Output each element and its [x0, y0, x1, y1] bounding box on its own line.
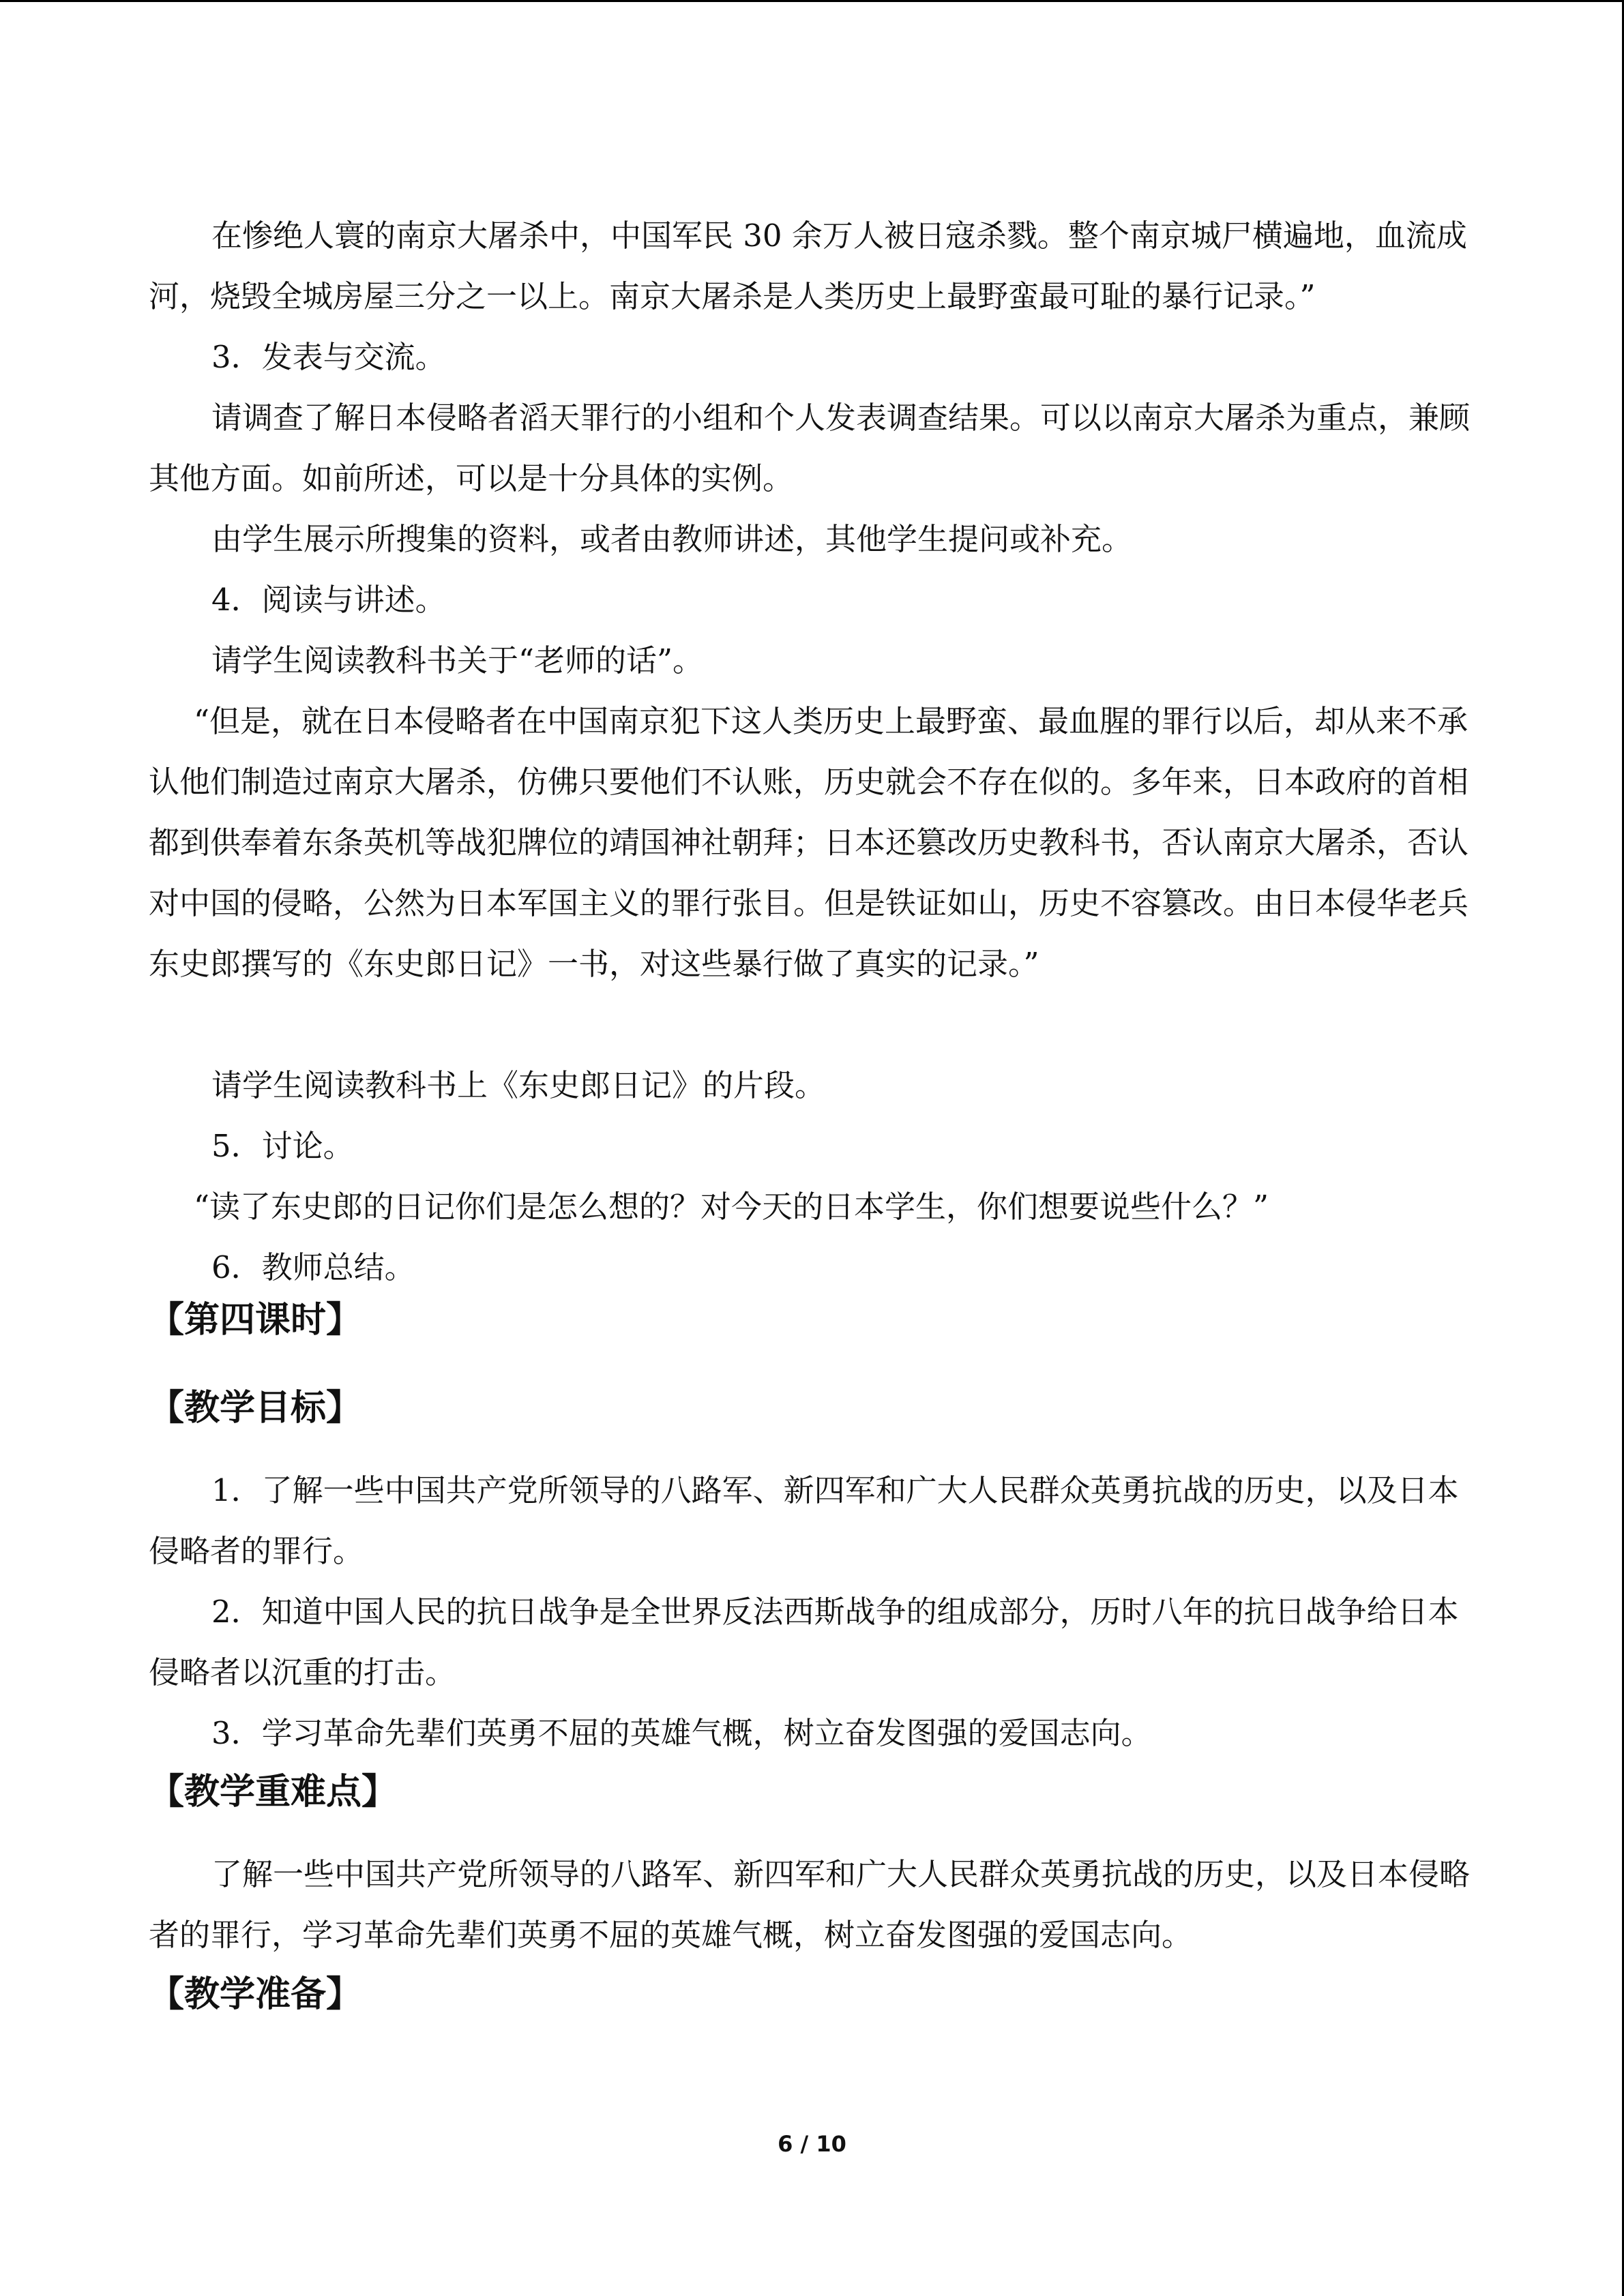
paragraph-nanjing-massacre: 在惨绝人寰的南京大屠杀中，中国军民 30 余万人被日寇杀戮。整个南京城尸横遍地，血流成河，烧毁全城房屋三分之一以上。南京大屠杀是人类历史上最野蛮最可耻的暴行记录。”	[149, 218, 1467, 314]
heading-key-points: 【教学重难点】	[149, 1772, 398, 1813]
key-points-text: 了解一些中国共产党所领导的八路军、新四军和广大人民群众英勇抗战的历史，以及日本侵略者的罪行，学习革命先辈们英勇不屈的英雄气概，树立奋发图强的爱国志向。	[149, 1856, 1471, 1953]
quote-discussion-question: “读了东史郎的日记你们是怎么想的？对今天的日本学生，你们想要说些什么？”	[194, 1189, 1269, 1225]
paragraph-student-display: 由学生展示所搜集的资料，或者由教师讲述，其他学生提问或补充。	[211, 521, 1133, 557]
goal-1: 1．了解一些中国共产党所领导的八路军、新四军和广大人民群众英勇抗战的历史，以及日本侵略者的罪行。	[149, 1472, 1459, 1569]
paragraph-read-teacher-words: 请学生阅读教科书关于“老师的话”。	[211, 642, 704, 679]
quote-teacher-words: “但是，就在日本侵略者在中国南京犯下这人类历史上最野蛮、最血腥的罪行以后，却从来不承认他们制造过南京大屠杀，仿佛只要他们不认账，历史就会不存在似的。多年来，日本政府的首相都到供奉着东条英机等战犯牌位的靖国神社朝拜；日本还篡改历史教科书，否认南京大屠杀，否认对中国的侵略，公然为日本军国主义的罪行张目。但是铁证如山，历史不容篡改。由日本侵华老兵东史郎撰写的《东史郎日记》一书，对这些暴行做了真实的记录。”	[149, 703, 1469, 982]
heading-lesson-4: 【第四课时】	[149, 1300, 362, 1341]
paragraph-report-results: 请调查了解日本侵略者滔天罪行的小组和个人发表调查结果。可以以南京大屠杀为重点，兼顾其他方面。如前所述，可以是十分具体的实例。	[149, 400, 1471, 496]
page-border-top	[0, 0, 1624, 2]
goal-2: 2．知道中国人民的抗日战争是全世界反法西斯战争的组成部分，历时八年的抗日战争给日本侵略者以沉重的打击。	[149, 1594, 1459, 1690]
step-6-heading: 6．教师总结。	[211, 1249, 415, 1285]
heading-teaching-preparation: 【教学准备】	[149, 1974, 362, 2015]
page-number: 6 / 10	[778, 2131, 846, 2157]
goal-3: 3．学习革命先辈们英勇不屈的英雄气概，树立奋发图强的爱国志向。	[211, 1715, 1152, 1751]
step-3-heading: 3．发表与交流。	[211, 339, 446, 375]
step-5-heading: 5．讨论。	[211, 1128, 354, 1164]
paragraph-read-diary: 请学生阅读教科书上《东史郎日记》的片段。	[211, 1067, 826, 1103]
step-4-heading: 4．阅读与讲述。	[211, 582, 446, 618]
heading-teaching-goals: 【教学目标】	[149, 1388, 362, 1429]
